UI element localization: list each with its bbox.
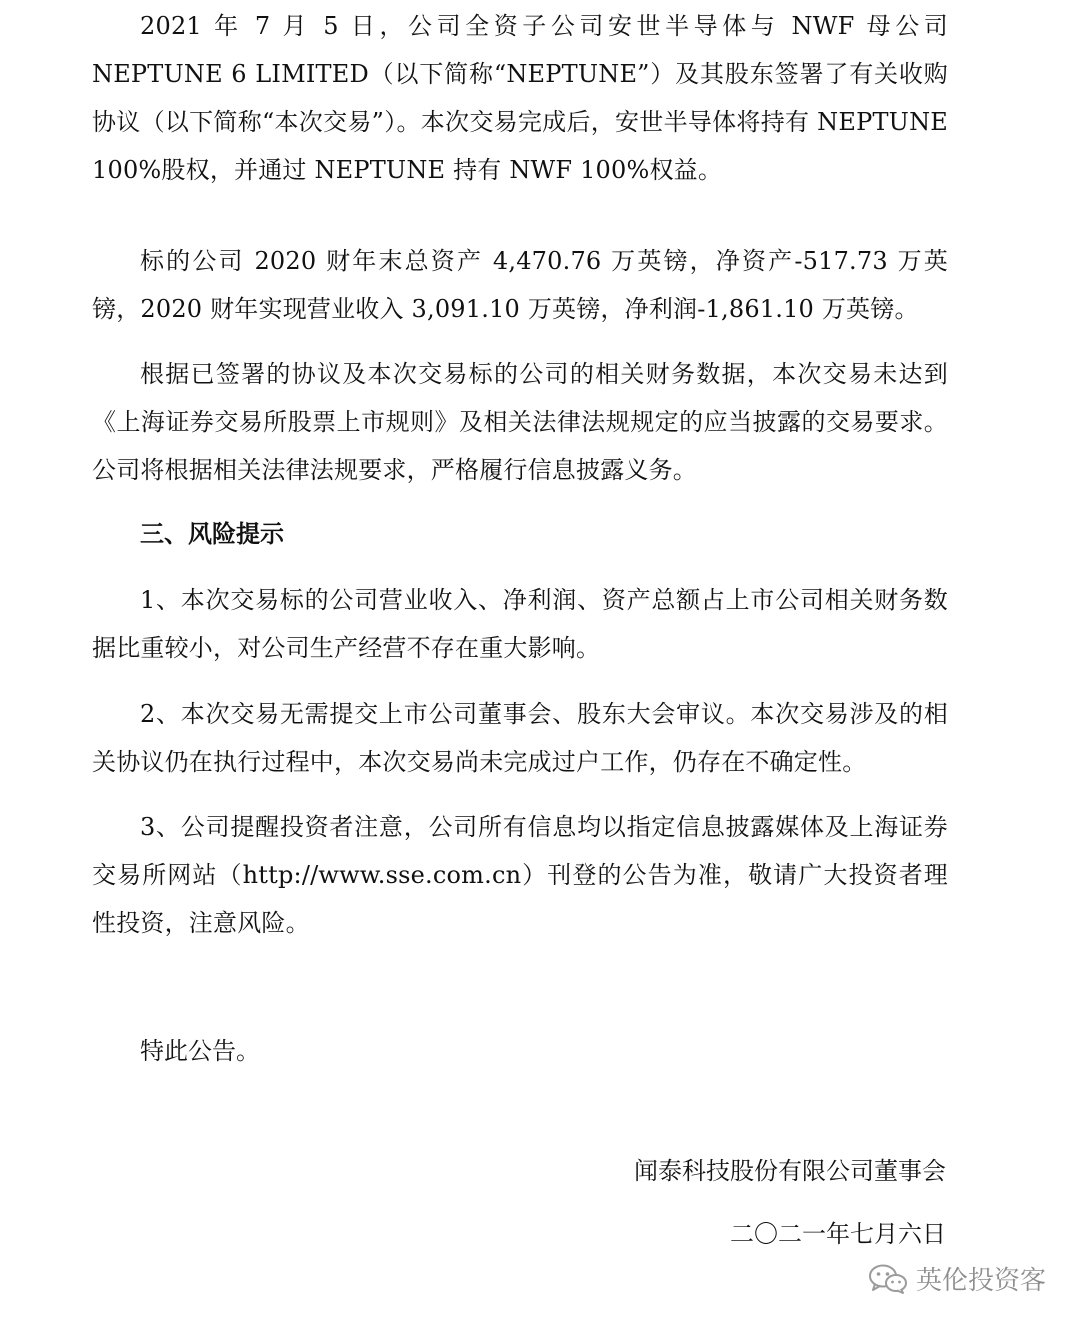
closing-statement: 特此公告。 bbox=[140, 1037, 260, 1065]
risk-item-2: 2、本次交易无需提交上市公司董事会、股东大会审议。本次交易涉及的相关协议仍在执行过程中，本次交易尚未完成过户工作，仍存在不确定性。 bbox=[92, 700, 948, 776]
watermark bbox=[868, 1260, 1046, 1297]
signer: 闻泰科技股份有限公司董事会 bbox=[634, 1157, 946, 1185]
paragraph-acquisition: 2021 年 7 月 5 日，公司全资子公司安世半导体与 NWF 母公司 NEPTUNE 6 LIMITED（以下简称“NEPTUNE”）及其股东签署了有关收购协议（以下简称“本次交易”）。本次交易完成后，安世半导体将持有 NEPTUNE 100%股权，并通过 NEPTUNE 持有 NWF 100%权益。 bbox=[92, 12, 948, 184]
paragraph-financials: 标的公司 2020 财年末总资产 4,470.76 万英镑，净资产-517.73 万英镑，2020 财年实现营业收入 3,091.10 万英镑，净利润-1,861.10 万英镑。 bbox=[92, 247, 948, 323]
risk-item-1: 1、本次交易标的公司营业收入、净利润、资产总额占上市公司相关财务数据比重较小，对公司生产经营不存在重大影响。 bbox=[92, 586, 948, 662]
paragraph-disclosure: 根据已签署的协议及本次交易标的公司的相关财务数据，本次交易未达到《上海证券交易所股票上市规则》及相关法律法规规定的应当披露的交易要求。公司将根据相关法律法规要求，严格履行信息披露义务。 bbox=[92, 360, 948, 484]
section-heading-risk: 三、风险提示 bbox=[140, 519, 284, 548]
watermark-text: 英伦投资客 bbox=[915, 1266, 1046, 1296]
risk-item-3: 3、公司提醒投资者注意，公司所有信息均以指定信息披露媒体及上海证券交易所网站（http://www.sse.com.cn）刊登的公告为准，敬请广大投资者理性投资，注意风险。 bbox=[92, 813, 948, 937]
document-date: 二〇二一年七月六日 bbox=[730, 1220, 946, 1248]
wechat-icon bbox=[868, 1263, 908, 1295]
